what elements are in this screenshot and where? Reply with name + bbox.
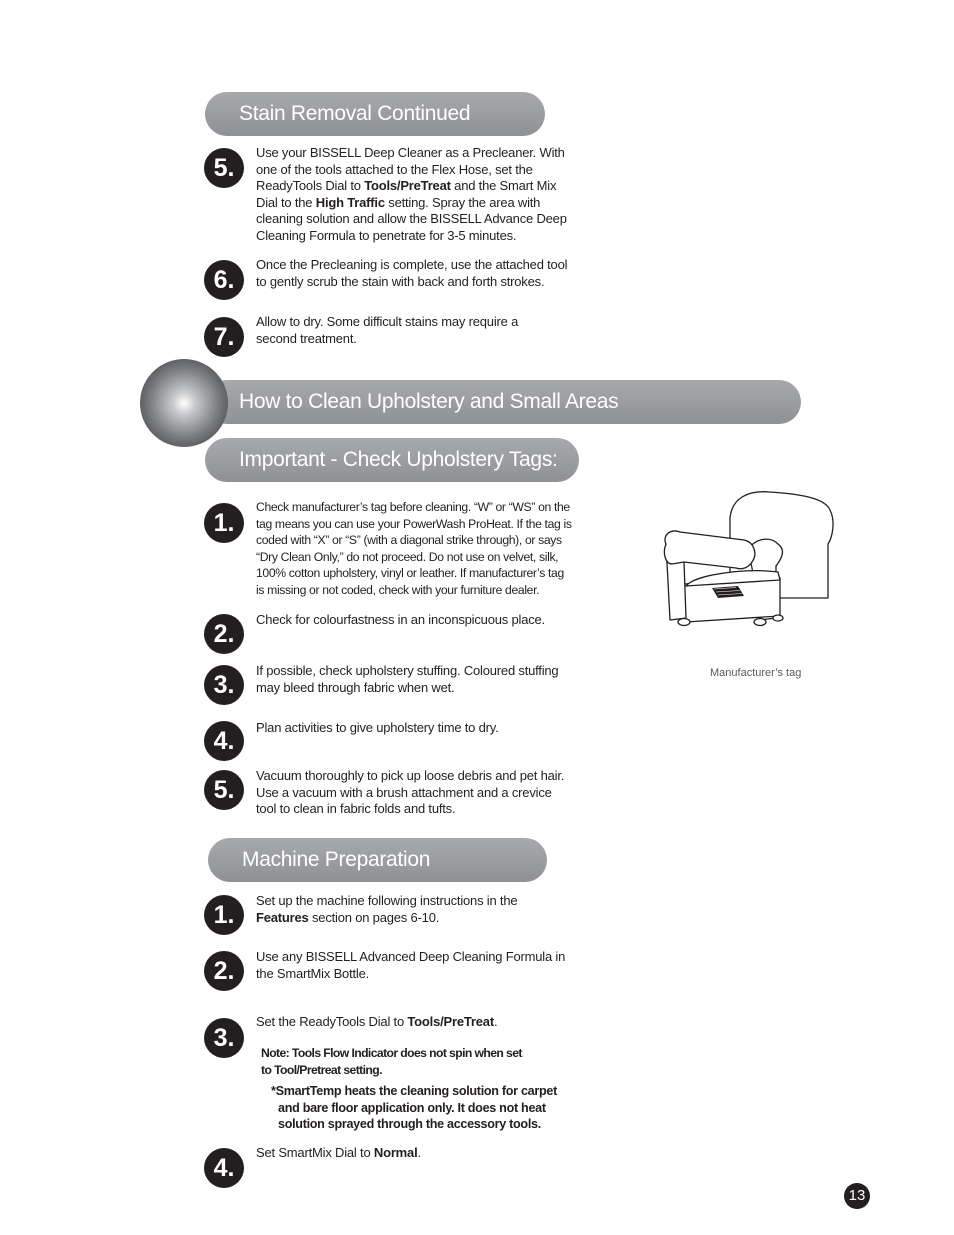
section-title: Stain Removal Continued (239, 102, 471, 125)
section-header-upholstery (205, 380, 801, 424)
step-number: 4. (204, 1148, 244, 1188)
step-number: 6. (204, 260, 244, 300)
step-number: 3. (204, 665, 244, 705)
section-header-stain-removal (205, 92, 545, 136)
step-number: 5. (204, 770, 244, 810)
step-number: 2. (204, 951, 244, 991)
section-title: Machine Preparation (242, 848, 431, 871)
step-text: Plan activities to give upholstery time to dry. (256, 720, 499, 735)
page-number: 13 (844, 1183, 870, 1209)
step-number: 1. (204, 895, 244, 935)
step-text: Check for colourfastness in an inconspicuous place. (256, 612, 545, 627)
section-header-machine-prep (208, 838, 547, 882)
armchair-illustration (660, 488, 840, 638)
step-text: Use any BISSELL Advanced Deep Cleaning Formula in the SmartMix Bottle. (256, 949, 566, 981)
tools-flow-note: Note: Tools Flow Indicator does not spin when set to Tool/Pretreat setting. (261, 1046, 522, 1077)
step-text: Set up the machine following instructions in the Features section on pages 6-10. (256, 893, 518, 925)
step-text: Use your BISSELL Deep Cleaner as a Precleaner. With one of the tools attached to the Flex Hose, set the ReadyTools Dial to Tools/PreTreat and the Smart Mix Dial to the High Traffic setting. Spray the area with cleaning solution and allow the BISSELL Advance Deep Cleaning Formula to penetrate for 3-5 minutes. (256, 145, 567, 243)
smarttemp-note: *SmartTemp heats the cleaning solution for carpet and bare floor application only. It does not heat solution sprayed through the accessory tools. (271, 1084, 557, 1132)
section-title: How to Clean Upholstery and Small Areas (239, 390, 619, 413)
image-caption: Manufacturer’s tag (710, 667, 802, 679)
step-number: 2. (204, 614, 244, 654)
section-title: Important - Check Upholstery Tags: (239, 448, 558, 471)
step-text: Check manufacturer’s tag before cleaning. “W” or “WS” on the tag means you can use your PowerWash ProHeat. If the tag is coded with “X” or “S” (with a diagonal strike through), or says “Dry Clean Only,” do not proceed. Do not use on velvet, silk, 100% cotton upholstery, vinyl or leather. If manufacturer’s tag is missing or not coded, check with your furniture dealer. (256, 500, 572, 597)
decorative-sphere-icon (140, 359, 228, 447)
step-number: 7. (204, 317, 244, 357)
step-text: Once the Precleaning is complete, use the attached tool to gently scrub the stain with back and forth strokes. (256, 257, 568, 289)
step-number: 3. (204, 1018, 244, 1058)
step-text: Vacuum thoroughly to pick up loose debris and pet hair. Use a vacuum with a brush attachment and a crevice tool to clean in fabric folds and tufts. (256, 768, 565, 817)
step-number: 5. (204, 148, 244, 188)
step-text: If possible, check upholstery stuffing. Coloured stuffing may bleed through fabric when wet. (256, 663, 559, 695)
step-text: Set the ReadyTools Dial to Tools/PreTreat. (256, 1014, 498, 1029)
step-number: 4. (204, 721, 244, 761)
step-text: Set SmartMix Dial to Normal. (256, 1145, 421, 1160)
section-header-check-tags (205, 438, 579, 482)
step-number: 1. (204, 503, 244, 543)
step-text: Allow to dry. Some difficult stains may require a second treatment. (256, 314, 519, 346)
